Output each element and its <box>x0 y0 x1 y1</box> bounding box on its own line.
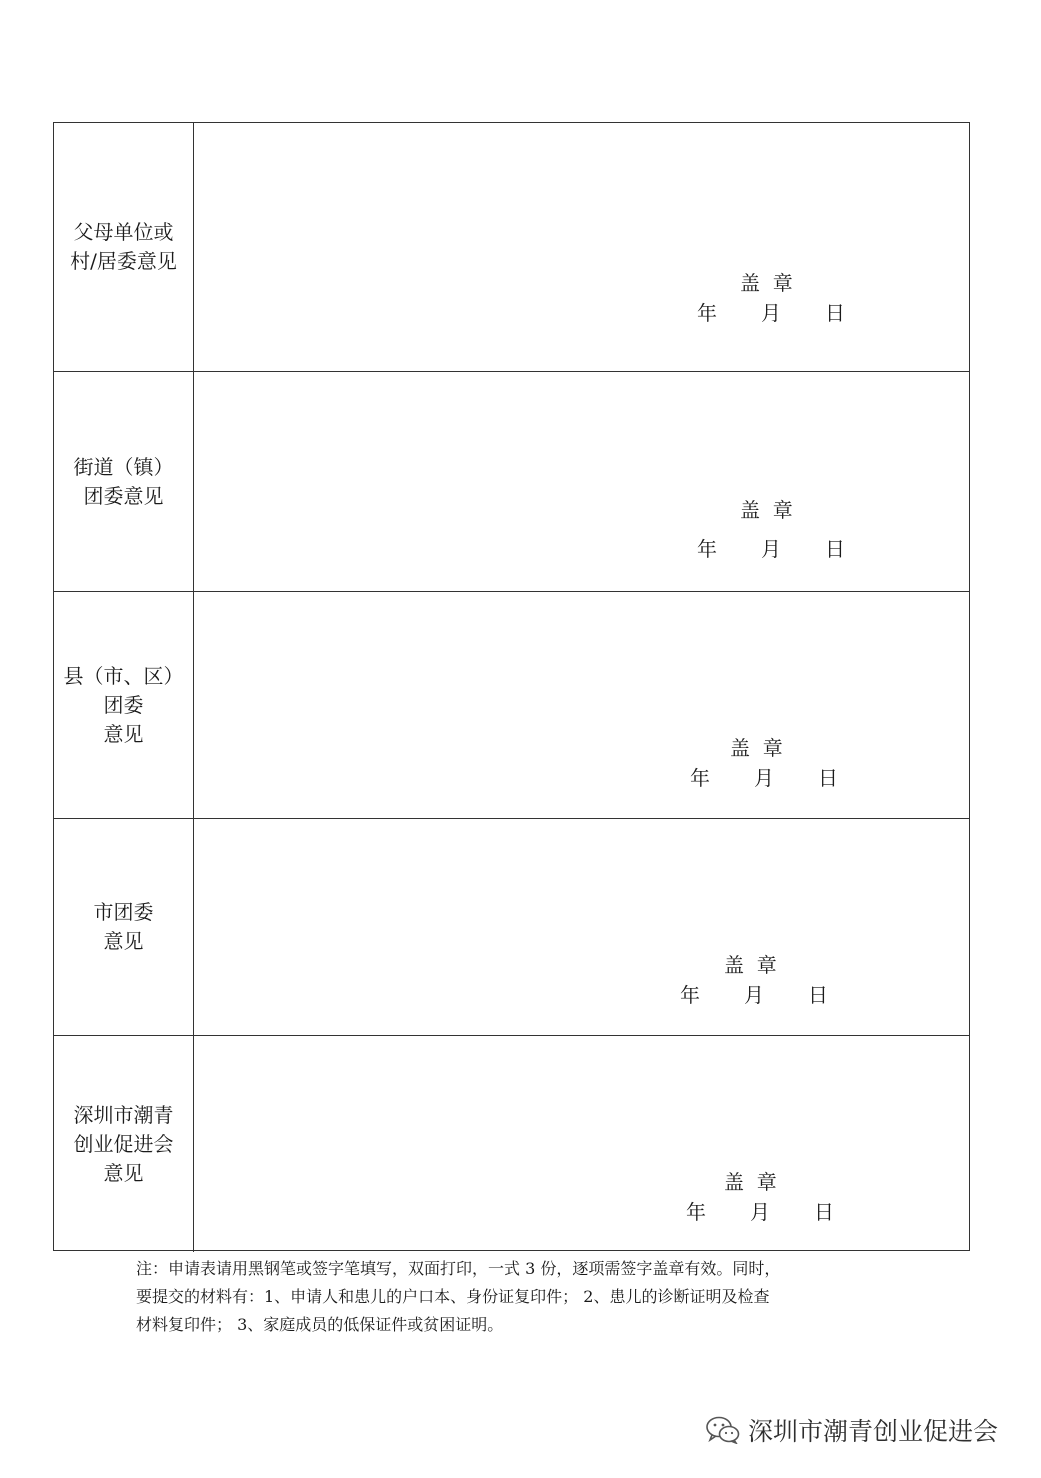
seal-label: 盖 章 <box>730 736 783 760</box>
row-label-line: 意见 <box>103 929 144 953</box>
row-label-line: 街道（镇） <box>73 454 174 479</box>
table-row <box>54 371 969 591</box>
date-line <box>680 979 828 1008</box>
row-label-cell <box>54 1036 194 1252</box>
row-label-line: 团委 <box>103 692 144 717</box>
opinion-field[interactable] <box>194 1036 969 1252</box>
row-label-line: 意见 <box>103 1160 144 1185</box>
date-line <box>697 297 845 326</box>
row-label-line: 父母单位或 <box>73 220 174 244</box>
date-line <box>697 533 845 562</box>
date-day: 日 <box>808 983 828 1007</box>
table-row <box>54 123 969 371</box>
date-year: 年 <box>690 766 710 790</box>
date-line <box>686 1196 834 1225</box>
row-label-line: 意见 <box>103 721 144 746</box>
form-note <box>136 1255 916 1339</box>
opinion-field[interactable] <box>194 372 969 591</box>
table-row <box>54 591 969 818</box>
row-label-line: 市团委 <box>93 900 154 924</box>
row-label-cell <box>54 819 194 1035</box>
row-label-line: 深圳市潮青 <box>73 1102 174 1127</box>
watermark-text: 深圳市潮青创业促进会 <box>748 1417 999 1446</box>
wechat-icon <box>706 1416 740 1444</box>
date-year: 年 <box>697 537 717 561</box>
row-label-line: 创业促进会 <box>73 1131 174 1156</box>
date-year: 年 <box>686 1200 706 1224</box>
opinion-field[interactable] <box>194 819 969 1035</box>
date-month: 月 <box>761 301 781 325</box>
opinion-field[interactable] <box>194 123 969 371</box>
row-label-line: 县（市、区） <box>63 663 184 688</box>
date-month: 月 <box>761 537 781 561</box>
table-row <box>54 1035 969 1252</box>
seal-label: 盖 章 <box>740 271 793 295</box>
row-label-cell <box>54 592 194 818</box>
date-day: 日 <box>818 766 838 790</box>
date-line <box>690 762 838 791</box>
row-label-line: 村/居委意见 <box>70 249 177 273</box>
date-day: 日 <box>825 301 845 325</box>
seal-label: 盖 章 <box>724 953 777 977</box>
table-row <box>54 818 969 1035</box>
opinion-field[interactable] <box>194 592 969 818</box>
row-label-line: 团委意见 <box>83 483 164 508</box>
date-day: 日 <box>825 537 845 561</box>
seal-label: 盖 章 <box>724 1170 777 1194</box>
seal-label: 盖 章 <box>740 498 793 522</box>
note-line: 材料复印件； 3、家庭成员的低保证件或贫困证明。 <box>136 1315 504 1334</box>
note-line: 注：申请表请用黑钢笔或签字笔填写，双面打印，一式 3 份，逐项需签字盖章有效。同时， <box>136 1259 781 1278</box>
row-label-cell <box>54 123 194 371</box>
date-month: 月 <box>750 1200 770 1224</box>
date-year: 年 <box>680 983 700 1007</box>
date-month: 月 <box>744 983 764 1007</box>
date-day: 日 <box>814 1200 834 1224</box>
date-year: 年 <box>697 301 717 325</box>
account-watermark <box>706 1412 998 1448</box>
date-month: 月 <box>754 766 774 790</box>
note-line: 要提交的材料有：1、申请人和患儿的户口本、身份证复印件； 2、患儿的诊断证明及检查 <box>136 1287 770 1306</box>
row-label-cell <box>54 372 194 591</box>
approval-form-table <box>53 122 970 1251</box>
